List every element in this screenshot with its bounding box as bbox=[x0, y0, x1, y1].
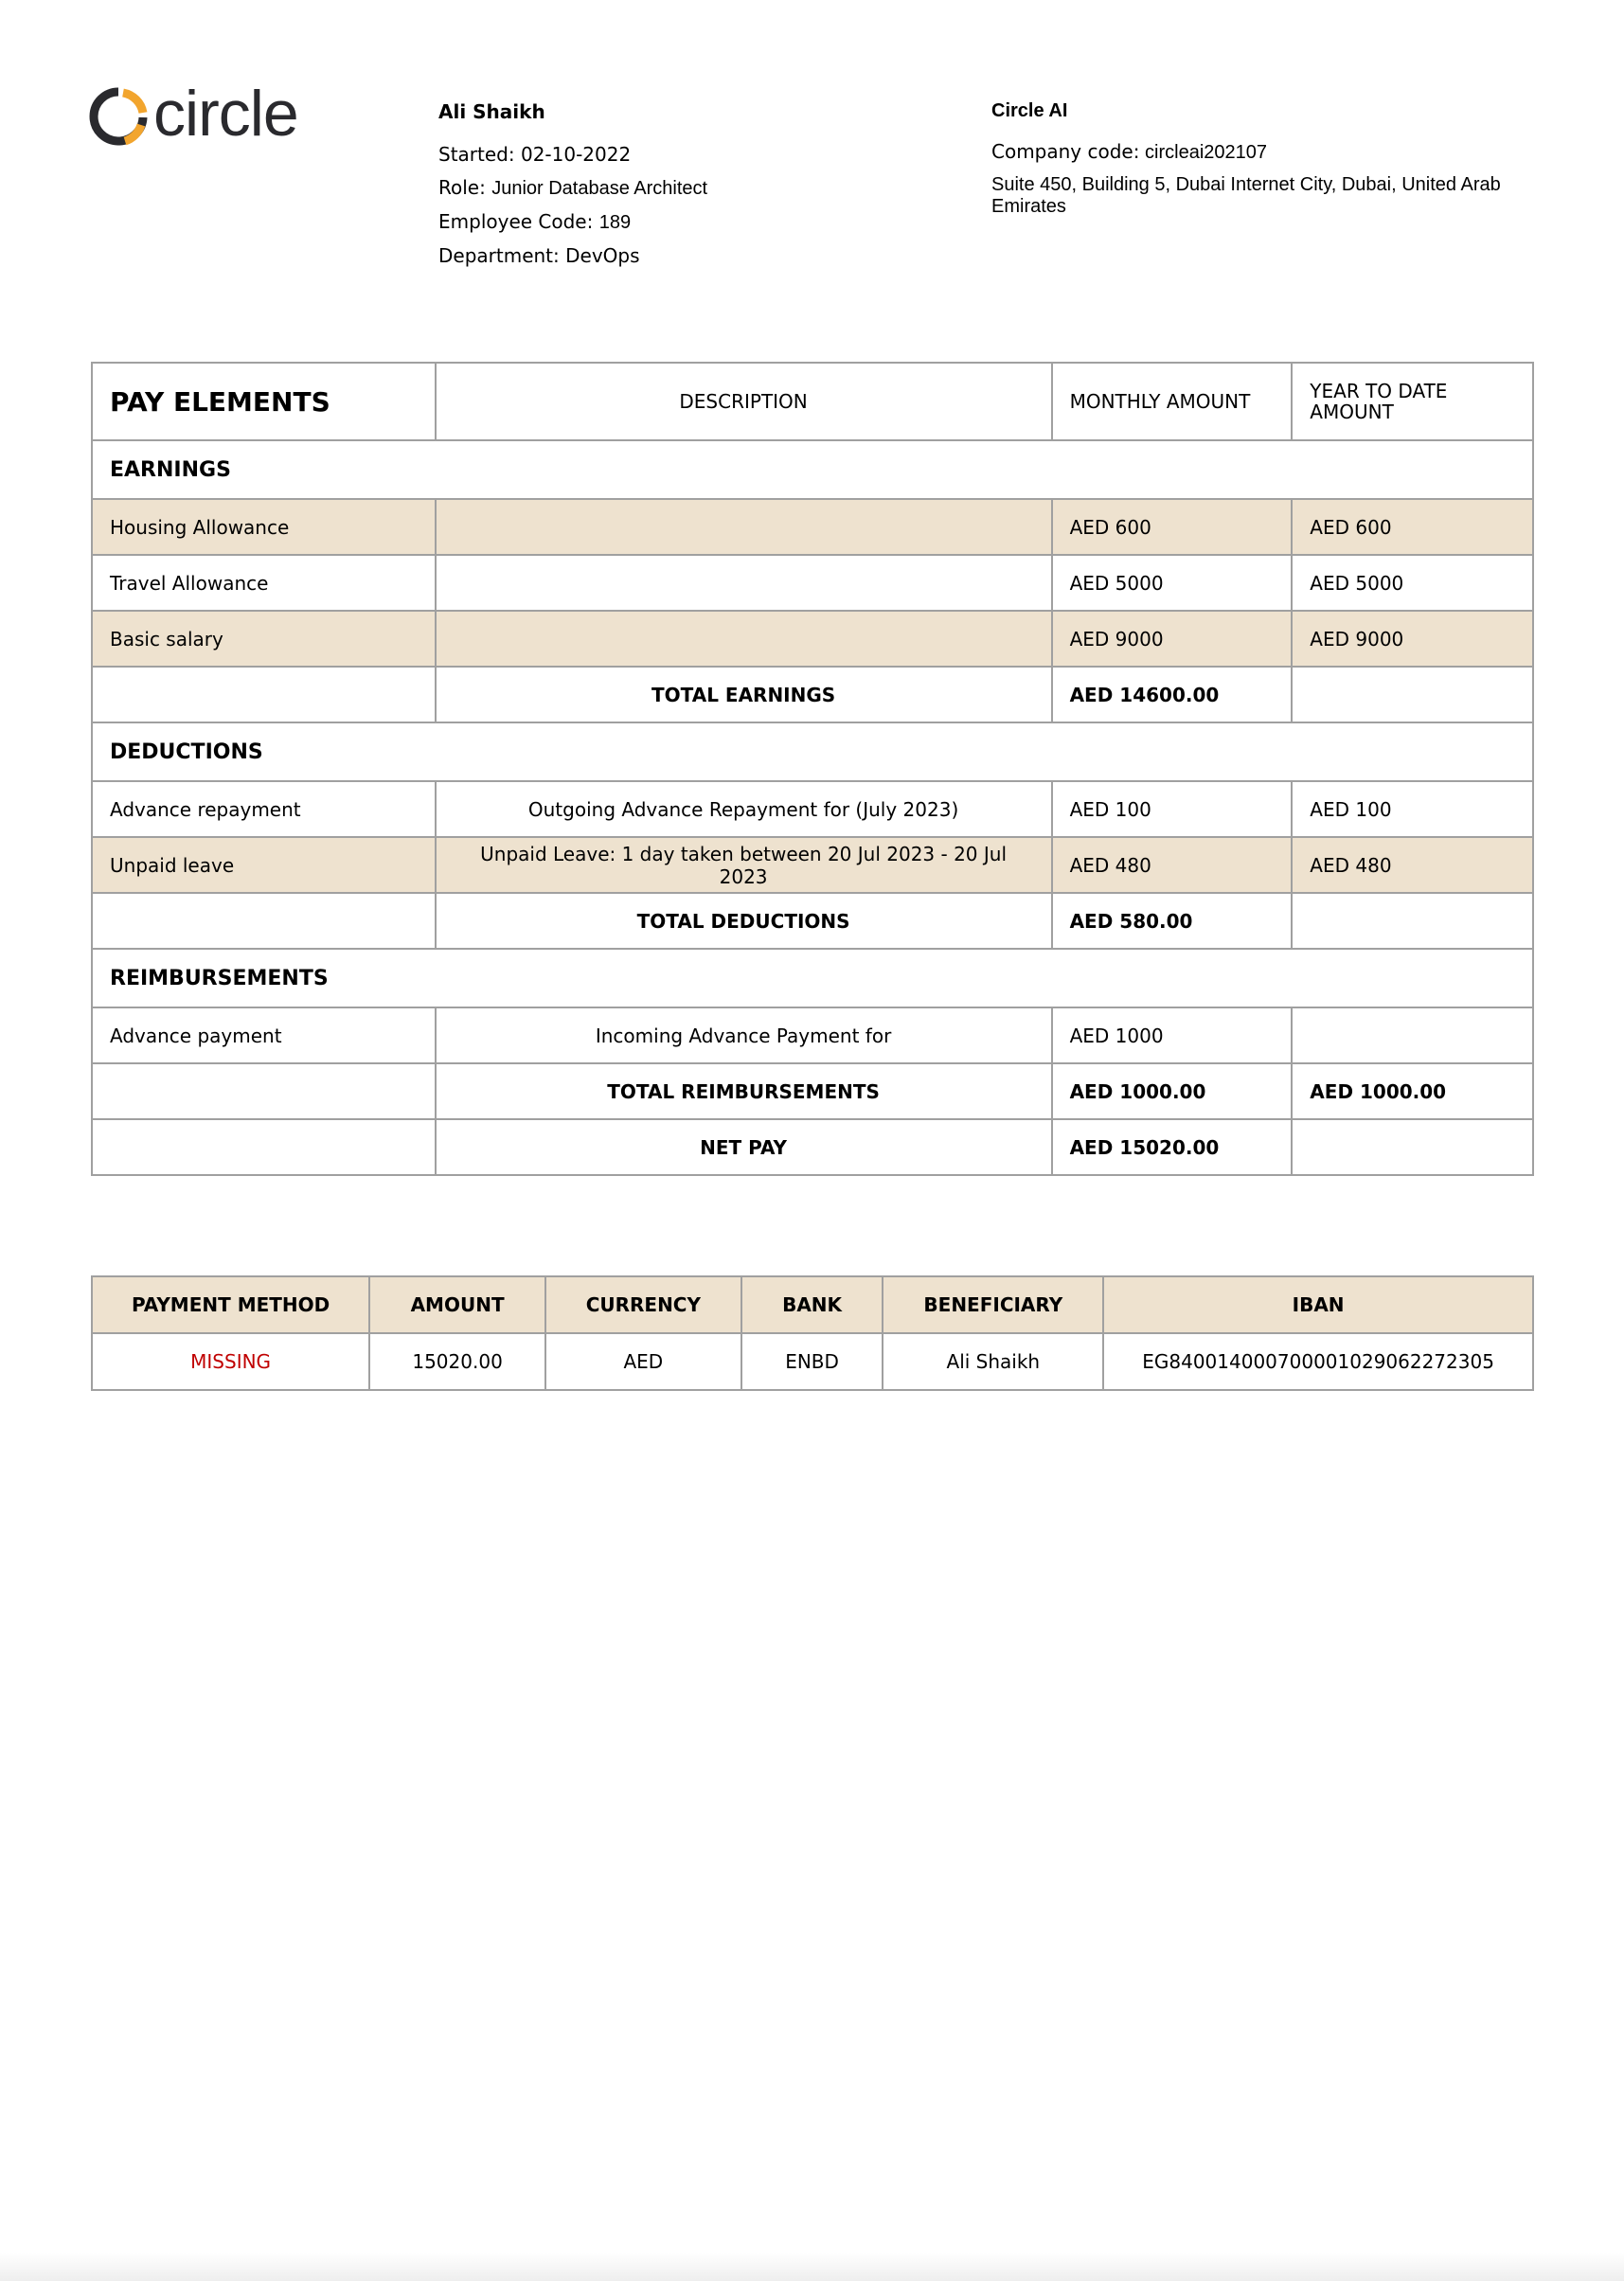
header-description: DESCRIPTION bbox=[436, 363, 1052, 440]
department-label: Department: bbox=[438, 244, 560, 267]
table-row bbox=[92, 1333, 1533, 1390]
element-name: Advance payment bbox=[92, 1007, 436, 1063]
payment-table-header bbox=[92, 1276, 1533, 1333]
monthly-amount: AED 600 bbox=[1052, 499, 1293, 555]
total-reimbursements-label: TOTAL REIMBURSEMENTS bbox=[436, 1063, 1052, 1119]
total-earnings-monthly: AED 14600.00 bbox=[1052, 667, 1293, 722]
ytd-amount: AED 480 bbox=[1292, 837, 1533, 893]
empty-cell bbox=[92, 1063, 436, 1119]
ytd-amount: AED 100 bbox=[1292, 781, 1533, 837]
ytd-amount: AED 600 bbox=[1292, 499, 1533, 555]
pay-elements-table bbox=[91, 362, 1534, 1176]
company-name: Circle AI bbox=[991, 100, 1068, 121]
element-description bbox=[436, 611, 1052, 667]
employee-info bbox=[438, 100, 707, 277]
table-row bbox=[92, 555, 1533, 611]
net-pay-ytd bbox=[1292, 1119, 1533, 1175]
started-line bbox=[438, 143, 707, 166]
table-row bbox=[92, 837, 1533, 893]
company-logo bbox=[89, 78, 298, 150]
total-earnings-label: TOTAL EARNINGS bbox=[436, 667, 1052, 722]
header-payment-method: PAYMENT METHOD bbox=[92, 1276, 369, 1333]
total-deductions-label: TOTAL DEDUCTIONS bbox=[436, 893, 1052, 949]
element-description: Outgoing Advance Repayment for (July 2023) bbox=[436, 781, 1052, 837]
page-bottom-edge bbox=[0, 2253, 1624, 2281]
employee-code-value: 189 bbox=[598, 212, 632, 233]
net-pay-label: NET PAY bbox=[436, 1119, 1052, 1175]
logo-text: circle bbox=[153, 78, 298, 150]
element-name: Travel Allowance bbox=[92, 555, 436, 611]
company-address: Suite 450, Building 5, Dubai Internet City, Dubai, United Arab Emirates bbox=[991, 174, 1501, 217]
reimbursements-title: REIMBURSEMENTS bbox=[92, 949, 1533, 1007]
total-deductions-ytd bbox=[1292, 893, 1533, 949]
company-code-line bbox=[991, 140, 1503, 164]
deductions-section-row bbox=[92, 722, 1533, 781]
company-info bbox=[991, 100, 1503, 218]
monthly-amount: AED 480 bbox=[1052, 837, 1293, 893]
element-description bbox=[436, 499, 1052, 555]
empty-cell bbox=[92, 667, 436, 722]
ytd-amount: AED 5000 bbox=[1292, 555, 1533, 611]
started-label: Started: bbox=[438, 143, 515, 166]
total-reimbursements-monthly: AED 1000.00 bbox=[1052, 1063, 1293, 1119]
payment-bank-value: ENBD bbox=[741, 1333, 883, 1390]
empty-cell bbox=[92, 1119, 436, 1175]
department-value: DevOps bbox=[565, 244, 640, 267]
department-line bbox=[438, 244, 707, 267]
header-currency: CURRENCY bbox=[545, 1276, 741, 1333]
payment-currency-value: AED bbox=[545, 1333, 741, 1390]
monthly-amount: AED 100 bbox=[1052, 781, 1293, 837]
table-row bbox=[92, 499, 1533, 555]
payment-method-table bbox=[91, 1275, 1534, 1391]
employee-code-label: Employee Code: bbox=[438, 210, 594, 233]
total-reimbursements-ytd: AED 1000.00 bbox=[1292, 1063, 1533, 1119]
header-monthly-amount: MONTHLY AMOUNT bbox=[1052, 363, 1293, 440]
role-line bbox=[438, 176, 707, 200]
header-beneficiary: BENEFICIARY bbox=[883, 1276, 1103, 1333]
circle-logo-icon bbox=[89, 86, 148, 149]
payment-method-value: MISSING bbox=[92, 1333, 369, 1390]
employee-name: Ali Shaikh bbox=[438, 100, 545, 123]
role-label: Role: bbox=[438, 176, 486, 199]
element-name: Basic salary bbox=[92, 611, 436, 667]
payment-iban-value: EG840014000700001029062272305 bbox=[1103, 1333, 1533, 1390]
total-deductions-row bbox=[92, 893, 1533, 949]
total-reimbursements-row bbox=[92, 1063, 1533, 1119]
element-name: Advance repayment bbox=[92, 781, 436, 837]
monthly-amount: AED 5000 bbox=[1052, 555, 1293, 611]
element-description: Unpaid Leave: 1 day taken between 20 Jul 2023 - 20 Jul 2023 bbox=[436, 837, 1052, 893]
ytd-amount: AED 9000 bbox=[1292, 611, 1533, 667]
table-row bbox=[92, 781, 1533, 837]
element-name: Housing Allowance bbox=[92, 499, 436, 555]
header-amount: AMOUNT bbox=[369, 1276, 545, 1333]
ytd-amount bbox=[1292, 1007, 1533, 1063]
started-value: 02-10-2022 bbox=[520, 143, 632, 166]
payment-beneficiary-value: Ali Shaikh bbox=[883, 1333, 1103, 1390]
net-pay-monthly: AED 15020.00 bbox=[1052, 1119, 1293, 1175]
net-pay-row bbox=[92, 1119, 1533, 1175]
empty-cell bbox=[92, 893, 436, 949]
total-earnings-ytd bbox=[1292, 667, 1533, 722]
reimbursements-section-row bbox=[92, 949, 1533, 1007]
total-earnings-row bbox=[92, 667, 1533, 722]
header-iban: IBAN bbox=[1103, 1276, 1533, 1333]
table-row bbox=[92, 1007, 1533, 1063]
employee-code-line bbox=[438, 210, 707, 234]
header-bank: BANK bbox=[741, 1276, 883, 1333]
company-code-value: circleai202107 bbox=[1145, 142, 1268, 163]
monthly-amount: AED 9000 bbox=[1052, 611, 1293, 667]
total-deductions-monthly: AED 580.00 bbox=[1052, 893, 1293, 949]
table-row bbox=[92, 611, 1533, 667]
role-value: Junior Database Architect bbox=[491, 178, 708, 199]
element-name: Unpaid leave bbox=[92, 837, 436, 893]
monthly-amount: AED 1000 bbox=[1052, 1007, 1293, 1063]
earnings-title: EARNINGS bbox=[92, 440, 1533, 499]
deductions-title: DEDUCTIONS bbox=[92, 722, 1533, 781]
payment-amount-value: 15020.00 bbox=[369, 1333, 545, 1390]
element-description bbox=[436, 555, 1052, 611]
company-code-label: Company code: bbox=[991, 140, 1140, 163]
earnings-section-row bbox=[92, 440, 1533, 499]
element-description: Incoming Advance Payment for bbox=[436, 1007, 1052, 1063]
pay-table-header bbox=[92, 363, 1533, 440]
header-pay-elements: PAY ELEMENTS bbox=[92, 363, 436, 440]
header-ytd-amount: YEAR TO DATE AMOUNT bbox=[1292, 363, 1533, 440]
